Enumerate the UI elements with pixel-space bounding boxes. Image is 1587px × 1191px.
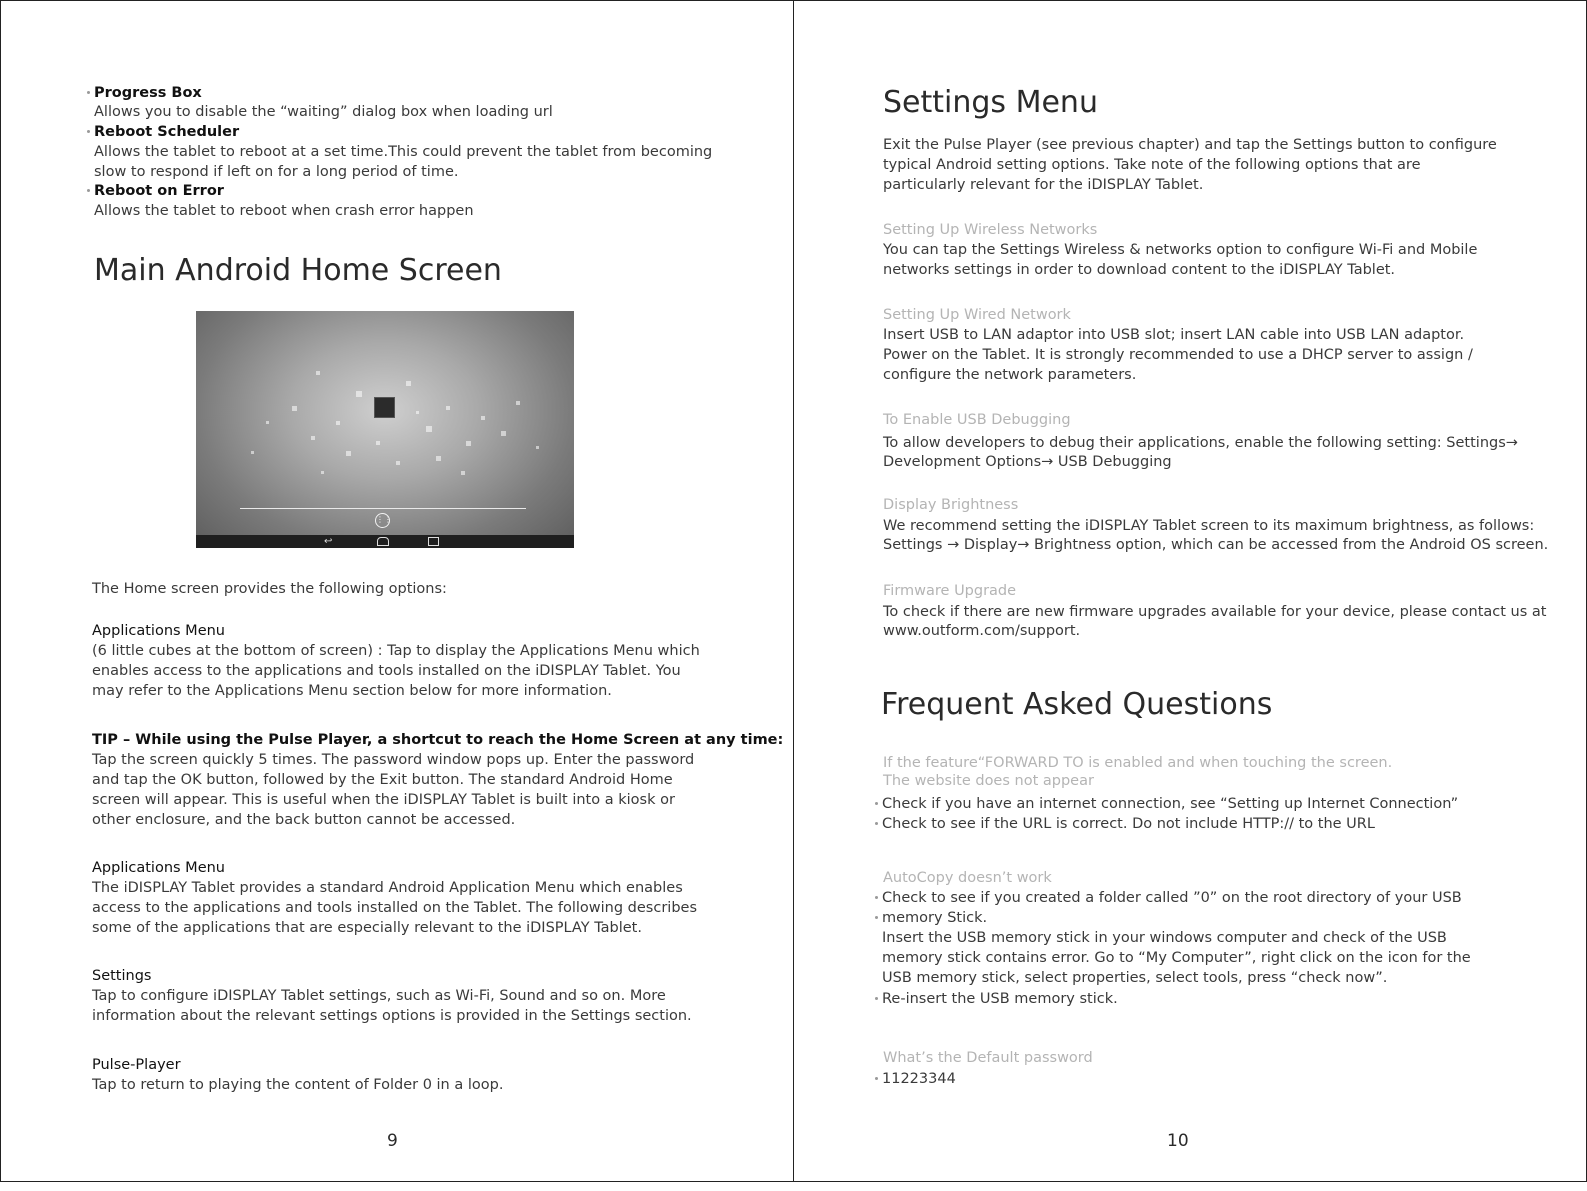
app-drawer-icon[interactable]: ⋮⋮ xyxy=(375,513,390,528)
faq2-answer-1: Check to see if you created a folder called ”0” on the root directory of your USB xyxy=(882,890,1462,906)
tip-line-1: Tap the screen quickly 5 times. The password window pops up. Enter the password xyxy=(92,752,695,768)
tip-title: TIP – While using the Pulse Player, a shortcut to reach the Home Screen at any time: xyxy=(92,732,784,748)
main-android-home-heading: Main Android Home Screen xyxy=(94,253,502,288)
applications-menu-line-1: (6 little cubes at the bottom of screen) : Tap to display the Applications Menu which xyxy=(92,643,700,659)
applications-menu-2-line-2: access to the applications and tools installed on the Tablet. The following describes xyxy=(92,900,697,916)
widget-icon xyxy=(374,397,395,418)
page-number-left: 9 xyxy=(387,1131,398,1151)
applications-menu-line-2: enables access to the applications and tools installed on the iDISPLAY Tablet. You xyxy=(92,663,681,679)
faq1-answer-2: Check to see if the URL is correct. Do not include HTTP:// to the URL xyxy=(882,816,1375,832)
faq2-answer-6: Re-insert the USB memory stick. xyxy=(882,991,1118,1007)
bullet-dot xyxy=(875,822,878,825)
left-page xyxy=(0,0,793,1182)
wired-line-1: Insert USB to LAN adaptor into USB slot; insert LAN cable into USB LAN adaptor. xyxy=(883,327,1465,343)
applications-menu-line-3: may refer to the Applications Menu section below for more information. xyxy=(92,683,612,699)
android-nav-bar xyxy=(196,535,574,548)
wired-line-2: Power on the Tablet. It is strongly recommended to use a DHCP server to assign / xyxy=(883,347,1473,363)
settings-menu-heading: Settings Menu xyxy=(883,85,1098,120)
settings-intro-line-2: typical Android setting options. Take note of the following options that are xyxy=(883,157,1421,173)
settings-intro-line-1: Exit the Pulse Player (see previous chapter) and tap the Settings button to configure xyxy=(883,137,1497,153)
bullet-dot xyxy=(875,1077,878,1080)
settings-line-1: Tap to configure iDISPLAY Tablet settings, such as Wi-Fi, Sound and so on. More xyxy=(92,988,666,1004)
bullet-dot xyxy=(87,91,90,94)
bullet-dot xyxy=(875,896,878,899)
wireless-title: Setting Up Wireless Networks xyxy=(883,222,1098,238)
applications-menu-2-line-1: The iDISPLAY Tablet provides a standard Android Application Menu which enables xyxy=(92,880,683,896)
settings-line-2: information about the relevant settings options is provided in the Settings section. xyxy=(92,1008,692,1024)
home-screen-intro: The Home screen provides the following options: xyxy=(92,581,447,597)
firmware-line-1: To check if there are new firmware upgrades available for your device, please contact us at xyxy=(883,604,1547,620)
applications-menu-title: Applications Menu xyxy=(92,623,225,639)
settings-intro-line-3: particularly relevant for the iDISPLAY Tablet. xyxy=(883,177,1204,193)
usb-debugging-line-2: Development Options→ USB Debugging xyxy=(883,454,1172,470)
home-screen-image xyxy=(196,311,574,548)
faq2-answer-5: USB memory stick, select properties, select tools, press “check now”. xyxy=(882,970,1388,986)
firmware-title: Firmware Upgrade xyxy=(883,583,1017,599)
bullet-dot xyxy=(87,189,90,192)
back-icon[interactable]: ↩ xyxy=(324,536,333,547)
faq1-question-line-1: If the feature“FORWARD TO is enabled and when touching the screen. xyxy=(883,755,1393,771)
reboot-scheduler-desc-1: Allows the tablet to reboot at a set time.This could prevent the tablet from becoming xyxy=(94,144,713,160)
home-icon[interactable] xyxy=(377,537,389,546)
bullet-dot xyxy=(87,130,90,133)
faq1-answer-1: Check if you have an internet connection, see “Setting up Internet Connection” xyxy=(882,796,1459,812)
faq2-answer-4: memory stick contains error. Go to “My Computer”, right click on the icon for the xyxy=(882,950,1471,966)
tip-line-2: and tap the OK button, followed by the Exit button. The standard Android Home xyxy=(92,772,673,788)
reboot-on-error-desc: Allows the tablet to reboot when crash error happen xyxy=(94,203,474,219)
tip-line-4: other enclosure, and the back button cannot be accessed. xyxy=(92,812,516,828)
faq2-answer-3: Insert the USB memory stick in your windows computer and check of the USB xyxy=(882,930,1447,946)
recent-apps-icon[interactable] xyxy=(428,537,439,546)
firmware-line-2: www.outform.com/support. xyxy=(883,623,1081,639)
brightness-title: Display Brightness xyxy=(883,497,1019,513)
applications-menu-2-title: Applications Menu xyxy=(92,860,225,876)
bullet-dot xyxy=(875,997,878,1000)
faq2-question: AutoCopy doesn’t work xyxy=(883,870,1052,886)
progress-box-title: Progress Box xyxy=(94,85,202,101)
pulse-player-title: Pulse-Player xyxy=(92,1057,181,1073)
faq3-answer: 11223344 xyxy=(882,1071,956,1087)
faq3-question: What’s the Default password xyxy=(883,1050,1093,1066)
tip-line-3: screen will appear. This is useful when the iDISPLAY Tablet is built into a kiosk or xyxy=(92,792,675,808)
wireless-line-2: networks settings in order to download content to the iDISPLAY Tablet. xyxy=(883,262,1396,278)
usb-debugging-line-1: To allow developers to debug their applications, enable the following setting: Settings→ xyxy=(883,435,1518,451)
wired-line-3: configure the network parameters. xyxy=(883,367,1137,383)
reboot-on-error-title: Reboot on Error xyxy=(94,183,224,199)
right-page xyxy=(793,0,1587,1182)
bullet-dot xyxy=(875,916,878,919)
brightness-line-2: Settings → Display→ Brightness option, which can be accessed from the Android OS screen. xyxy=(883,537,1549,553)
pulse-player-line-1: Tap to return to playing the content of Folder 0 in a loop. xyxy=(92,1077,504,1093)
wireless-line-1: You can tap the Settings Wireless & networks option to configure Wi-Fi and Mobile xyxy=(883,242,1478,258)
reboot-scheduler-desc-2: slow to respond if left on for a long period of time. xyxy=(94,164,459,180)
usb-debugging-title: To Enable USB Debugging xyxy=(883,412,1071,428)
page-number-right: 10 xyxy=(1167,1131,1189,1151)
applications-menu-2-line-3: some of the applications that are especially relevant to the iDISPLAY Tablet. xyxy=(92,920,642,936)
progress-box-desc: Allows you to disable the “waiting” dialog box when loading url xyxy=(94,104,553,120)
faq2-answer-2: memory Stick. xyxy=(882,910,988,926)
reboot-scheduler-title: Reboot Scheduler xyxy=(94,124,240,140)
brightness-line-1: We recommend setting the iDISPLAY Tablet screen to its maximum brightness, as follows: xyxy=(883,518,1535,534)
settings-title: Settings xyxy=(92,968,152,984)
bullet-dot xyxy=(875,802,878,805)
wired-title: Setting Up Wired Network xyxy=(883,307,1071,323)
faq1-question-line-2: The website does not appear xyxy=(883,773,1094,789)
faq-heading: Frequent Asked Questions xyxy=(881,687,1273,722)
